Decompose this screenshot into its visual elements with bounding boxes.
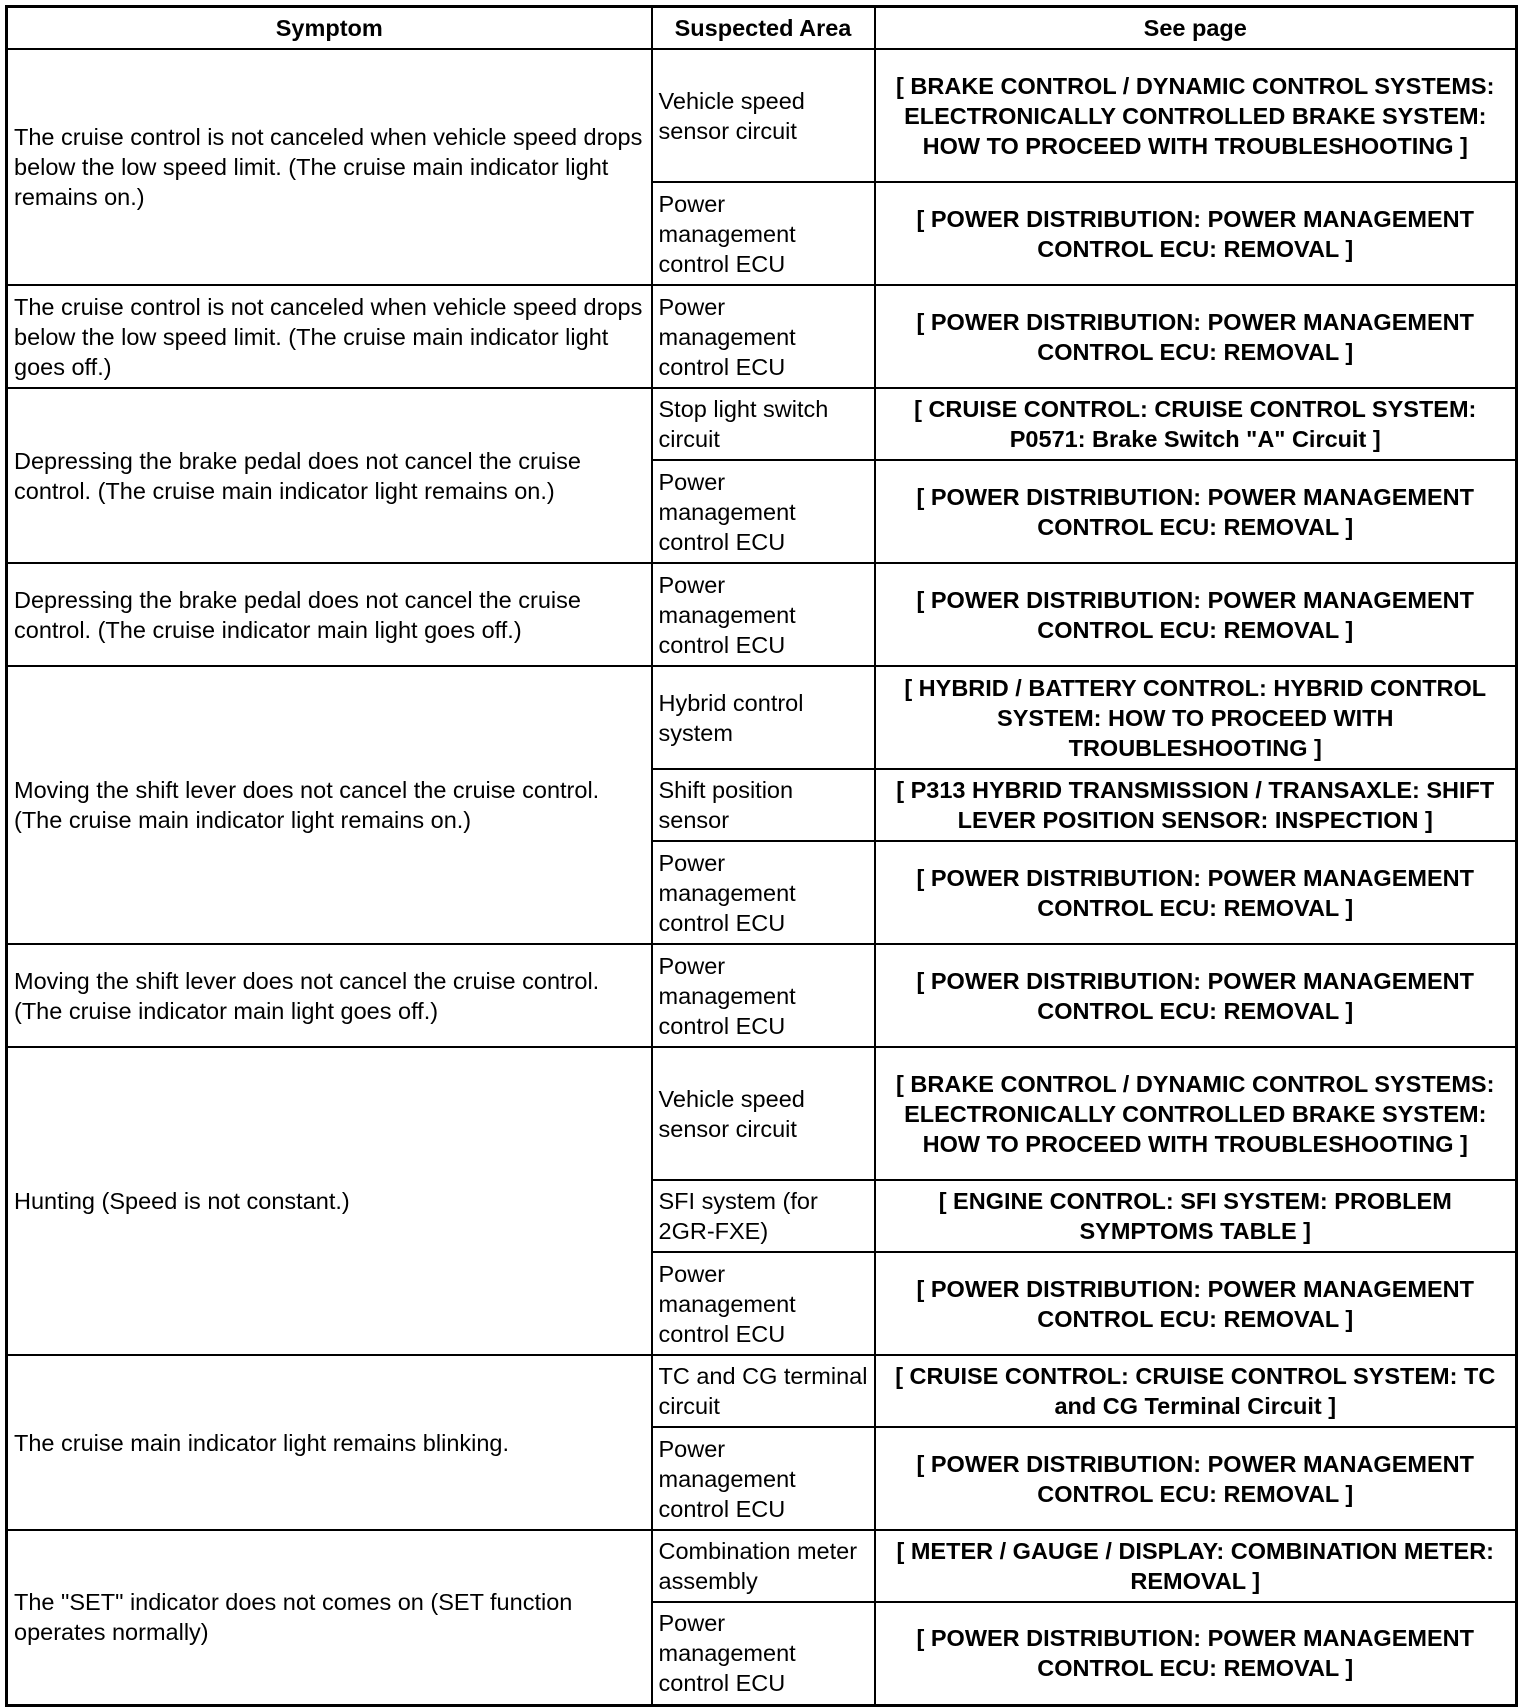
see-page-link[interactable]: [ BRAKE CONTROL / DYNAMIC CONTROL SYSTEMS: ELECTRONICALLY CONTROLLED BRAKE SYSTEM: HOW TO PROCEED WITH TROUBLESHOOTING ]: [875, 1047, 1517, 1180]
see-page-link[interactable]: [ POWER DISTRIBUTION: POWER MANAGEMENT CONTROL ECU: REMOVAL ]: [875, 944, 1517, 1047]
symptom-cell: Moving the shift lever does not cancel the cruise control. (The cruise main indicator light remains on.): [7, 666, 652, 944]
suspected-area-cell: Power management control ECU: [652, 182, 875, 285]
table-row: [7, 1530, 1517, 1602]
header-see-page: See page: [875, 7, 1517, 50]
problem-symptoms-table: [5, 5, 1518, 1707]
table-row: [7, 666, 1517, 769]
see-page-link[interactable]: [ P313 HYBRID TRANSMISSION / TRANSAXLE: SHIFT LEVER POSITION SENSOR: INSPECTION ]: [875, 769, 1517, 841]
suspected-area-cell: Power management control ECU: [652, 1602, 875, 1705]
symptom-cell: Moving the shift lever does not cancel the cruise control. (The cruise indicator main light goes off.): [7, 944, 652, 1047]
see-page-link[interactable]: [ POWER DISTRIBUTION: POWER MANAGEMENT CONTROL ECU: REMOVAL ]: [875, 285, 1517, 388]
table-row: [7, 49, 1517, 182]
suspected-area-cell: Power management control ECU: [652, 944, 875, 1047]
see-page-link[interactable]: [ POWER DISTRIBUTION: POWER MANAGEMENT CONTROL ECU: REMOVAL ]: [875, 460, 1517, 563]
suspected-area-cell: Power management control ECU: [652, 1427, 875, 1530]
see-page-link[interactable]: [ CRUISE CONTROL: CRUISE CONTROL SYSTEM: TC and CG Terminal Circuit ]: [875, 1355, 1517, 1427]
table-row: [7, 388, 1517, 460]
header-row: [7, 7, 1517, 50]
symptom-cell: Depressing the brake pedal does not cancel the cruise control. (The cruise indicator main light goes off.): [7, 563, 652, 666]
suspected-area-cell: Shift position sensor: [652, 769, 875, 841]
table-row: [7, 563, 1517, 666]
suspected-area-cell: Vehicle speed sensor circuit: [652, 49, 875, 182]
symptom-cell: Depressing the brake pedal does not cancel the cruise control. (The cruise main indicator light remains on.): [7, 388, 652, 563]
suspected-area-cell: Power management control ECU: [652, 841, 875, 944]
table-row: [7, 944, 1517, 1047]
symptom-cell: The cruise control is not canceled when vehicle speed drops below the low speed limit. (The cruise main indicator light goes off.): [7, 285, 652, 388]
table-row: [7, 285, 1517, 388]
see-page-link[interactable]: [ POWER DISTRIBUTION: POWER MANAGEMENT CONTROL ECU: REMOVAL ]: [875, 841, 1517, 944]
see-page-link[interactable]: [ CRUISE CONTROL: CRUISE CONTROL SYSTEM: P0571: Brake Switch "A" Circuit ]: [875, 388, 1517, 460]
suspected-area-cell: Combination meter assembly: [652, 1530, 875, 1602]
suspected-area-cell: Vehicle speed sensor circuit: [652, 1047, 875, 1180]
suspected-area-cell: TC and CG terminal circuit: [652, 1355, 875, 1427]
suspected-area-cell: Hybrid control system: [652, 666, 875, 769]
suspected-area-cell: Stop light switch circuit: [652, 388, 875, 460]
see-page-link[interactable]: [ METER / GAUGE / DISPLAY: COMBINATION METER: REMOVAL ]: [875, 1530, 1517, 1602]
see-page-link[interactable]: [ HYBRID / BATTERY CONTROL: HYBRID CONTROL SYSTEM: HOW TO PROCEED WITH TROUBLESHOOTING ]: [875, 666, 1517, 769]
table-row: [7, 1355, 1517, 1427]
symptom-cell: The cruise main indicator light remains blinking.: [7, 1355, 652, 1530]
see-page-link[interactable]: [ BRAKE CONTROL / DYNAMIC CONTROL SYSTEMS: ELECTRONICALLY CONTROLLED BRAKE SYSTEM: HOW TO PROCEED WITH TROUBLESHOOTING ]: [875, 49, 1517, 182]
symptom-cell: The cruise control is not canceled when vehicle speed drops below the low speed limit. (The cruise main indicator light remains on.): [7, 49, 652, 285]
suspected-area-cell: Power management control ECU: [652, 1252, 875, 1355]
symptom-cell: The "SET" indicator does not comes on (SET function operates normally): [7, 1530, 652, 1705]
suspected-area-cell: Power management control ECU: [652, 285, 875, 388]
header-symptom: Symptom: [7, 7, 652, 50]
suspected-area-cell: Power management control ECU: [652, 563, 875, 666]
see-page-link[interactable]: [ POWER DISTRIBUTION: POWER MANAGEMENT CONTROL ECU: REMOVAL ]: [875, 1427, 1517, 1530]
see-page-link[interactable]: [ POWER DISTRIBUTION: POWER MANAGEMENT CONTROL ECU: REMOVAL ]: [875, 182, 1517, 285]
header-suspected-area: Suspected Area: [652, 7, 875, 50]
suspected-area-cell: SFI system (for 2GR-FXE): [652, 1180, 875, 1252]
symptom-cell: Hunting (Speed is not constant.): [7, 1047, 652, 1355]
see-page-link[interactable]: [ POWER DISTRIBUTION: POWER MANAGEMENT CONTROL ECU: REMOVAL ]: [875, 1602, 1517, 1705]
table-row: [7, 1047, 1517, 1180]
see-page-link[interactable]: [ ENGINE CONTROL: SFI SYSTEM: PROBLEM SYMPTOMS TABLE ]: [875, 1180, 1517, 1252]
suspected-area-cell: Power management control ECU: [652, 460, 875, 563]
see-page-link[interactable]: [ POWER DISTRIBUTION: POWER MANAGEMENT CONTROL ECU: REMOVAL ]: [875, 563, 1517, 666]
see-page-link[interactable]: [ POWER DISTRIBUTION: POWER MANAGEMENT CONTROL ECU: REMOVAL ]: [875, 1252, 1517, 1355]
